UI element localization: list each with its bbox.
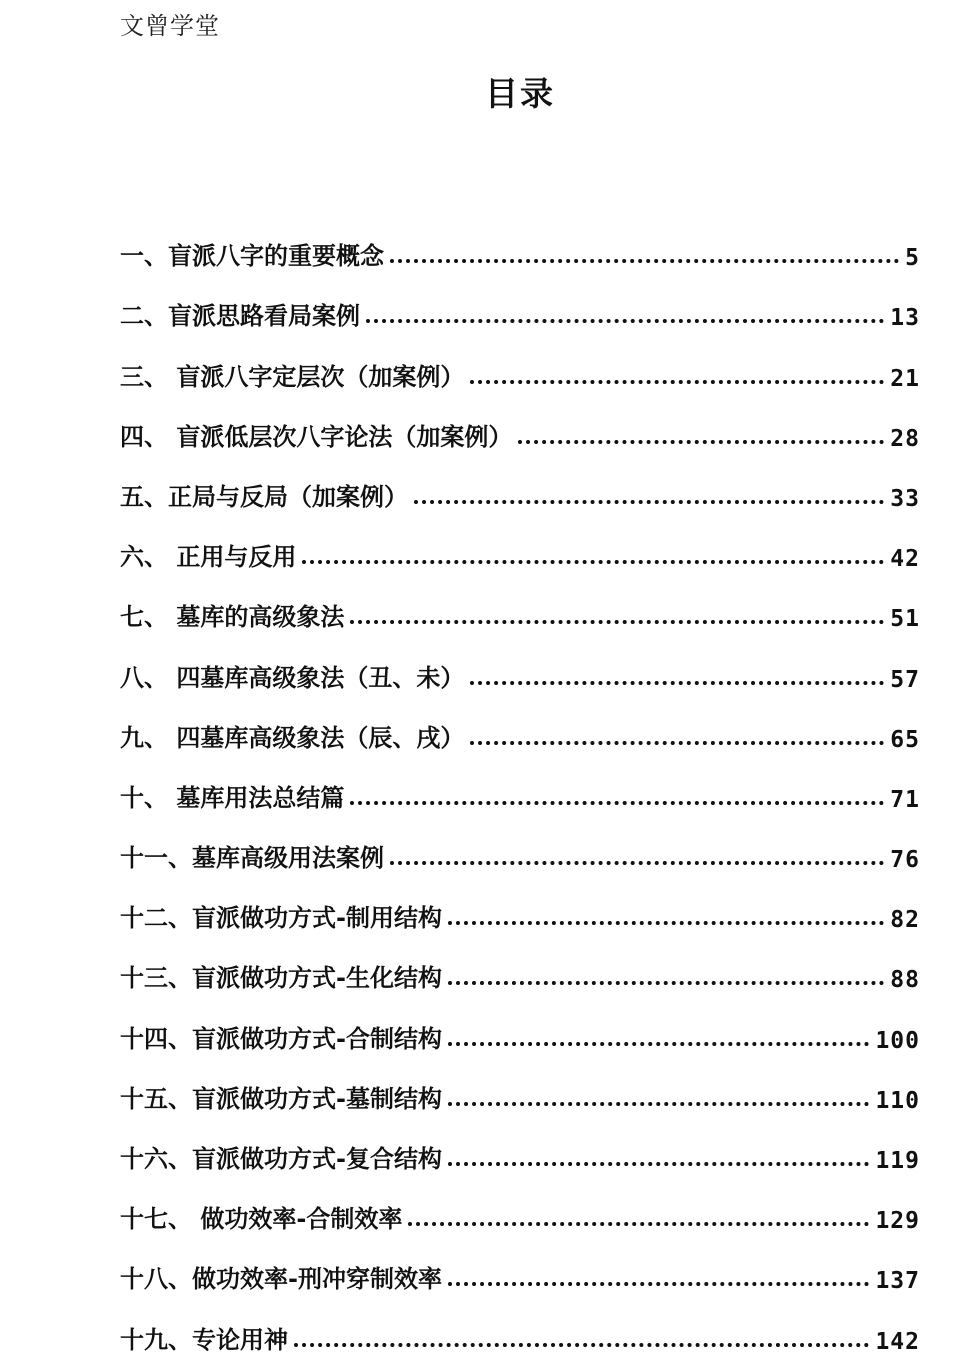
dot-leader <box>448 1162 869 1166</box>
dot-leader <box>470 380 884 384</box>
page-header: 文曾学堂 <box>120 12 220 40</box>
toc-entry-17 <box>120 1178 920 1238</box>
toc-entry-16 <box>120 1118 920 1178</box>
toc-entry-13 <box>120 937 920 997</box>
toc-entry-label: 十六、盲派做功方式-复合结构 <box>120 1145 442 1173</box>
dot-leader <box>350 620 884 624</box>
toc-entry-label: 十二、盲派做功方式-制用结构 <box>120 904 442 933</box>
dot-leader <box>470 681 884 685</box>
dot-leader <box>350 801 884 805</box>
dot-leader <box>408 1222 869 1226</box>
toc-entry-page: 82 <box>890 907 920 934</box>
toc-entry-3 <box>120 335 920 395</box>
dot-leader <box>470 741 884 745</box>
toc-entry-label: 十一、墓库高级用法案例 <box>120 844 384 873</box>
toc-entry-page: 65 <box>890 726 920 753</box>
dot-leader <box>448 1042 869 1046</box>
toc-entry-5 <box>120 456 920 516</box>
toc-entry-page: 100 <box>875 1027 920 1054</box>
toc-entry-label: 七、 墓库的高级象法 <box>120 603 345 632</box>
toc-entry-2 <box>120 275 920 335</box>
toc-entry-15 <box>120 1058 920 1118</box>
toc-entry-11 <box>120 817 920 877</box>
toc-entry-label: 四、 盲派低层次八字论法（加案例） <box>120 422 513 451</box>
dot-leader <box>448 1102 869 1106</box>
toc-entry-14 <box>120 997 920 1057</box>
toc-entry-page: 119 <box>875 1148 920 1174</box>
page-title: 目录 <box>485 74 555 113</box>
toc-entry-page: 51 <box>890 606 920 633</box>
toc-entry-6 <box>120 516 920 576</box>
toc-entry-19 <box>120 1298 920 1358</box>
toc-entry-page: 110 <box>875 1087 920 1114</box>
table-of-contents <box>120 215 920 1359</box>
dot-leader <box>414 500 884 504</box>
dot-leader <box>294 1343 869 1347</box>
toc-entry-8 <box>120 636 920 696</box>
dot-leader <box>302 560 884 564</box>
toc-entry-page: 5 <box>905 245 920 272</box>
toc-entry-page: 137 <box>875 1268 920 1295</box>
toc-entry-label: 十四、盲派做功方式-合制结构 <box>120 1024 442 1053</box>
toc-entry-7 <box>120 576 920 636</box>
toc-entry-page: 129 <box>875 1208 920 1235</box>
toc-entry-label: 十九、专论用神 <box>120 1325 288 1354</box>
toc-entry-label: 十三、盲派做功方式-生化结构 <box>120 964 442 993</box>
toc-entry-page: 88 <box>890 967 920 994</box>
dot-leader <box>448 1282 869 1286</box>
toc-entry-page: 76 <box>890 847 920 874</box>
toc-entry-page: 142 <box>875 1328 920 1355</box>
dot-leader <box>366 319 884 323</box>
dot-leader <box>448 981 884 985</box>
toc-entry-page: 21 <box>890 365 920 392</box>
toc-entry-label: 十八、做功效率-刑冲穿制效率 <box>120 1265 442 1294</box>
toc-entry-page: 13 <box>890 305 920 332</box>
toc-entry-18 <box>120 1238 920 1298</box>
dot-leader <box>390 259 899 263</box>
toc-entry-label: 六、 正用与反用 <box>120 543 297 572</box>
toc-entry-page: 28 <box>890 425 920 452</box>
toc-entry-label: 三、 盲派八字定层次（加案例） <box>120 362 465 391</box>
toc-entry-9 <box>120 697 920 757</box>
toc-entry-label: 一、盲派八字的重要概念 <box>120 242 384 271</box>
dot-leader <box>518 440 884 444</box>
dot-leader <box>448 921 884 925</box>
toc-entry-label: 十五、盲派做功方式-墓制结构 <box>120 1084 442 1113</box>
toc-entry-label: 十、 墓库用法总结篇 <box>120 783 345 812</box>
toc-entry-page: 57 <box>890 666 920 693</box>
toc-entry-page: 42 <box>890 546 920 573</box>
toc-entry-4 <box>120 396 920 456</box>
toc-entry-label: 九、 四墓库高级象法（辰、戌） <box>120 723 465 752</box>
toc-entry-page: 33 <box>890 485 920 512</box>
toc-entry-10 <box>120 757 920 817</box>
toc-entry-label: 八、 四墓库高级象法（丑、未） <box>120 663 465 692</box>
toc-entry-1 <box>120 215 920 275</box>
toc-entry-label: 十七、 做功效率-合制效率 <box>120 1205 403 1234</box>
dot-leader <box>390 861 884 865</box>
toc-entry-12 <box>120 877 920 937</box>
toc-entry-label: 二、盲派思路看局案例 <box>120 302 360 331</box>
toc-entry-label: 五、正局与反局（加案例） <box>120 482 408 511</box>
toc-entry-page: 71 <box>890 786 920 813</box>
